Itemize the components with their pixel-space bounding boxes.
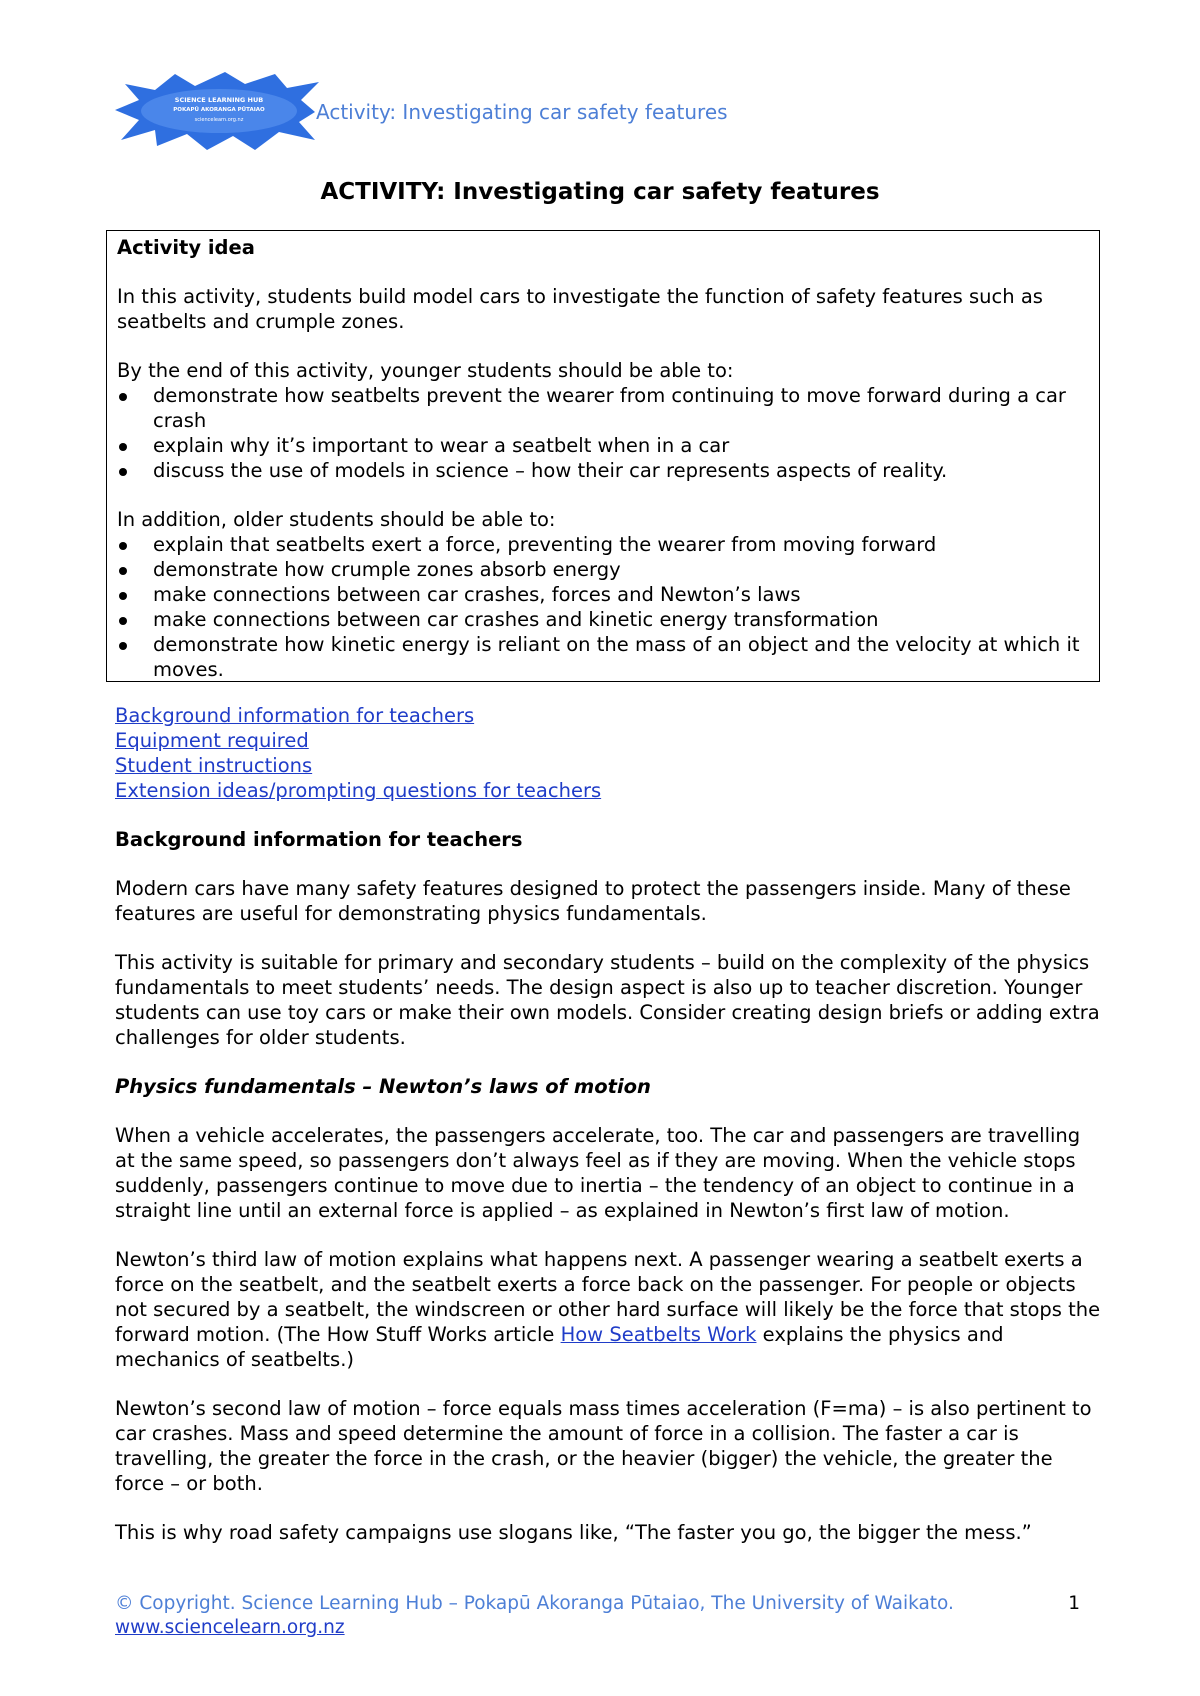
background-paragraph-1: Modern cars have many safety features designed to protect the passengers inside. Many of these features are useful for demonstrating physics fundamentals.	[115, 877, 1071, 925]
page-number: 1	[1068, 1593, 1080, 1614]
physics-heading: Physics fundamentals – Newton’s laws of motion	[115, 1075, 651, 1098]
page-footer	[115, 1592, 1080, 1640]
list-item: make connections between car crashes and kinetic energy transformation	[117, 607, 1089, 632]
physics-paragraph-3: Newton’s second law of motion – force equals mass times acceleration (F=ma) – is also pertinent to car crashes. Mass and speed determine the amount of force in a collision. The faster a car is travelling, the greater the force in the crash, or the heavier (bigger) the vehicle, the greater the force – or both.	[115, 1397, 1092, 1495]
list-item: explain why it’s important to wear a seatbelt when in a car	[117, 433, 1089, 458]
list-item: discuss the use of models in science – how their car represents aspects of reality.	[117, 458, 1089, 483]
sciencelearn-url-link[interactable]: www.sciencelearn.org.nz	[115, 1617, 345, 1638]
background-paragraph-2: This activity is suitable for primary and secondary students – build on the complexity of the physics fundamentals to meet students’ needs. The design aspect is also up to teacher discretion. Younger students can use toy cars or make their own models. Consider creating design briefs or adding extra challenges for older students.	[115, 951, 1100, 1049]
link-student-instructions[interactable]: Student instructions	[115, 754, 313, 777]
link-how-seatbelts-work[interactable]: How Seatbelts Work	[560, 1323, 757, 1346]
logo-line-3: sciencelearn.org.nz	[194, 117, 244, 123]
link-background-information[interactable]: Background information for teachers	[115, 704, 475, 727]
list-item: explain that seatbelts exert a force, preventing the wearer from moving forward	[117, 532, 1089, 557]
list-item: demonstrate how seatbelts prevent the wearer from continuing to move forward during a car crash	[117, 383, 1089, 433]
list-item: make connections between car crashes, forces and Newton’s laws	[117, 582, 1089, 607]
main-content	[115, 703, 1105, 1545]
activity-idea-box	[106, 230, 1100, 682]
physics-paragraph-4: This is why road safety campaigns use slogans like, “The faster you go, the bigger the mess.”	[115, 1521, 1032, 1544]
logo-line-2: POKAPŪ AKORANGA PŪTAIAO	[173, 107, 265, 113]
science-learning-hub-logo	[115, 70, 321, 152]
older-objectives-list	[117, 532, 1089, 682]
paragraph-text: Newton’s third law of motion explains what happens next. A passenger wearing a seatbelt exerts a force on the seatbelt, and the seatbelt exerts a force back on the passenger. For people or objects not secured by a seatbelt, the windscreen or other hard surface will likely be the force that stops the forward motion. (The How Stuff Works article	[115, 1248, 1101, 1346]
background-heading: Background information for teachers	[115, 828, 523, 851]
activity-idea-intro: In this activity, students build model cars to investigate the function of safety features such as seatbelts and crumple zones.	[117, 285, 1043, 333]
logo-line-1: SCIENCE LEARNING HUB	[174, 96, 264, 104]
link-extension-ideas[interactable]: Extension ideas/prompting questions for teachers	[115, 779, 602, 802]
younger-students-lead: By the end of this activity, younger students should be able to:	[117, 359, 734, 382]
copyright-text: © Copyright. Science Learning Hub – Pokapū Akoranga Pūtaiao, The University of Waikato.	[115, 1593, 954, 1614]
physics-paragraph-2	[115, 1247, 1105, 1372]
activity-idea-heading: Activity idea	[117, 236, 255, 259]
list-item: demonstrate how crumple zones absorb energy	[117, 557, 1089, 582]
link-equipment-required[interactable]: Equipment required	[115, 729, 309, 752]
older-students-lead: In addition, older students should be able to:	[117, 508, 556, 531]
paragraph-text: explains the physics and mechanics of seatbelts.)	[115, 1323, 1004, 1371]
header-title: Activity: Investigating car safety features	[316, 100, 728, 124]
younger-objectives-list	[117, 383, 1089, 483]
physics-paragraph-1: When a vehicle accelerates, the passengers accelerate, too. The car and passengers are travelling at the same speed, so passengers don’t always feel as if they are moving. When the vehicle stops suddenly, passengers continue to move due to inertia – the tendency of an object to continue in a straight line until an external force is applied – as explained in Newton’s first law of motion.	[115, 1124, 1081, 1222]
list-item: demonstrate how kinetic energy is reliant on the mass of an object and the velocity at which it moves.	[117, 632, 1089, 682]
document-title: ACTIVITY: Investigating car safety features	[320, 179, 880, 205]
